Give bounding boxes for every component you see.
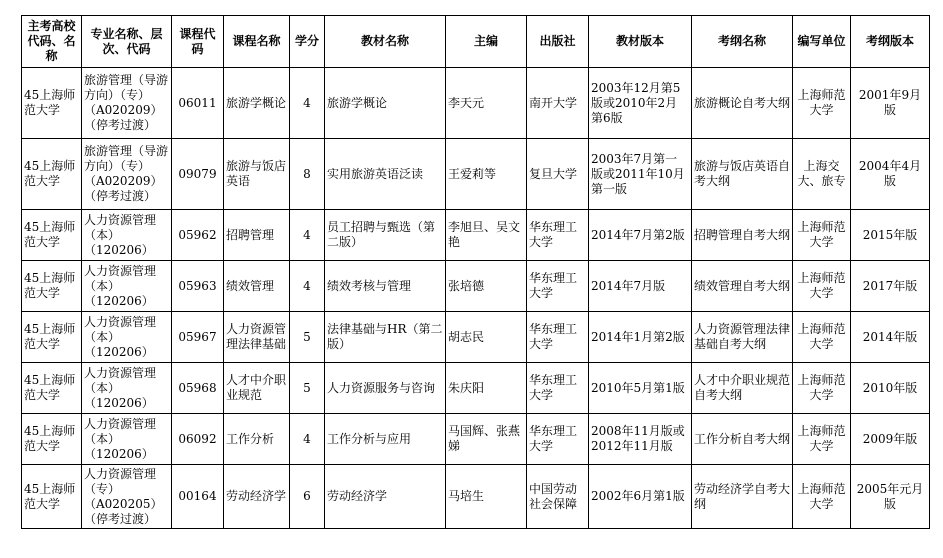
course-code-cell: 09079 <box>172 139 224 210</box>
table-row <box>22 210 930 261</box>
publisher-cell: 复旦大学 <box>527 139 589 210</box>
edition-cell: 2002年6月第1版 <box>589 465 692 529</box>
major-cell: 人力资源管理（本）（120206） <box>82 312 172 363</box>
syllabus-cell: 招聘管理自考大纲 <box>692 210 793 261</box>
credit-cell: 4 <box>290 68 325 139</box>
major-cell: 人力资源管理（本）（120206） <box>82 414 172 465</box>
header-cell: 教材名称 <box>325 16 446 68</box>
course-code-cell: 05963 <box>172 261 224 312</box>
header-cell: 主考高校代码、名称 <box>22 16 82 68</box>
credit-cell: 6 <box>290 465 325 529</box>
syllabus-version-cell: 2001年9月版 <box>851 68 930 139</box>
header-cell: 课程名称 <box>224 16 290 68</box>
textbook-cell: 绩效考核与管理 <box>325 261 446 312</box>
university-cell: 45上海师范大学 <box>22 68 82 139</box>
syllabus-version-cell: 2010年版 <box>851 363 930 414</box>
table-row <box>22 414 930 465</box>
course-name-cell: 人才中介职业规范 <box>224 363 290 414</box>
editor-cell: 李旭旦、吴文艳 <box>446 210 527 261</box>
university-cell: 45上海师范大学 <box>22 261 82 312</box>
author-unit-cell: 上海师范大学 <box>793 363 851 414</box>
syllabus-cell: 劳动经济学自考大纲 <box>692 465 793 529</box>
syllabus-version-cell: 2015年版 <box>851 210 930 261</box>
editor-cell: 朱庆阳 <box>446 363 527 414</box>
publisher-cell: 华东理工大学 <box>527 363 589 414</box>
credit-cell: 5 <box>290 312 325 363</box>
syllabus-version-cell: 2014年版 <box>851 312 930 363</box>
header-cell: 编写单位 <box>793 16 851 68</box>
textbook-cell: 工作分析与应用 <box>325 414 446 465</box>
major-cell: 旅游管理（导游方向）（专）（A020209）（停考过渡） <box>82 139 172 210</box>
table-row <box>22 465 930 529</box>
credit-cell: 4 <box>290 414 325 465</box>
header-cell: 考纲版本 <box>851 16 930 68</box>
edition-cell: 2014年7月第2版 <box>589 210 692 261</box>
course-code-cell: 05967 <box>172 312 224 363</box>
publisher-cell: 南开大学 <box>527 68 589 139</box>
university-cell: 45上海师范大学 <box>22 139 82 210</box>
major-cell: 人力资源管理（本）（120206） <box>82 363 172 414</box>
course-code-cell: 05962 <box>172 210 224 261</box>
author-unit-cell: 上海师范大学 <box>793 210 851 261</box>
credit-cell: 4 <box>290 261 325 312</box>
author-unit-cell: 上海师范大学 <box>793 312 851 363</box>
header-cell: 课程代码 <box>172 16 224 68</box>
publisher-cell: 华东理工大学 <box>527 210 589 261</box>
author-unit-cell: 上海师范大学 <box>793 465 851 529</box>
major-cell: 人力资源管理（本）（120206） <box>82 210 172 261</box>
table-row <box>22 363 930 414</box>
edition-cell: 2014年7月版 <box>589 261 692 312</box>
course-name-cell: 旅游学概论 <box>224 68 290 139</box>
editor-cell: 胡志民 <box>446 312 527 363</box>
textbook-cell: 员工招聘与甄选（第二版） <box>325 210 446 261</box>
credit-cell: 4 <box>290 210 325 261</box>
author-unit-cell: 上海师范大学 <box>793 414 851 465</box>
course-name-cell: 绩效管理 <box>224 261 290 312</box>
table-row <box>22 312 930 363</box>
header-row <box>22 16 930 68</box>
university-cell: 45上海师范大学 <box>22 363 82 414</box>
syllabus-cell: 人力资源管理法律基础自考大纲 <box>692 312 793 363</box>
syllabus-version-cell: 2009年版 <box>851 414 930 465</box>
textbook-cell: 劳动经济学 <box>325 465 446 529</box>
textbook-cell: 实用旅游英语泛读 <box>325 139 446 210</box>
course-name-cell: 工作分析 <box>224 414 290 465</box>
course-name-cell: 招聘管理 <box>224 210 290 261</box>
course-name-cell: 旅游与饭店英语 <box>224 139 290 210</box>
table-row <box>22 261 930 312</box>
exam-textbook-table <box>21 15 930 529</box>
syllabus-version-cell: 2004年4月版 <box>851 139 930 210</box>
course-name-cell: 劳动经济学 <box>224 465 290 529</box>
author-unit-cell: 上海交大、旅专 <box>793 139 851 210</box>
course-name-cell: 人力资源管理法律基础 <box>224 312 290 363</box>
table-row <box>22 139 930 210</box>
header-cell: 出版社 <box>527 16 589 68</box>
edition-cell: 2014年1月第2版 <box>589 312 692 363</box>
editor-cell: 马国辉、张燕娣 <box>446 414 527 465</box>
course-code-cell: 00164 <box>172 465 224 529</box>
major-cell: 旅游管理（导游方向）（专）（A020209）（停考过渡） <box>82 68 172 139</box>
header-cell: 专业名称、层次、代码 <box>82 16 172 68</box>
credit-cell: 8 <box>290 139 325 210</box>
publisher-cell: 华东理工大学 <box>527 312 589 363</box>
university-cell: 45上海师范大学 <box>22 465 82 529</box>
course-code-cell: 06092 <box>172 414 224 465</box>
syllabus-cell: 人才中介职业规范自考大纲 <box>692 363 793 414</box>
edition-cell: 2008年11月版或2012年11月版 <box>589 414 692 465</box>
edition-cell: 2003年7月第一版或2011年10月第一版 <box>589 139 692 210</box>
header-cell: 主编 <box>446 16 527 68</box>
editor-cell: 马培生 <box>446 465 527 529</box>
publisher-cell: 华东理工大学 <box>527 261 589 312</box>
editor-cell: 张培德 <box>446 261 527 312</box>
major-cell: 人力资源管理（专）（A020205）（停考过渡） <box>82 465 172 529</box>
credit-cell: 5 <box>290 363 325 414</box>
university-cell: 45上海师范大学 <box>22 414 82 465</box>
university-cell: 45上海师范大学 <box>22 312 82 363</box>
course-code-cell: 05968 <box>172 363 224 414</box>
major-cell: 人力资源管理（本）（120206） <box>82 261 172 312</box>
table-row <box>22 68 930 139</box>
editor-cell: 李天元 <box>446 68 527 139</box>
textbook-cell: 人力资源服务与咨询 <box>325 363 446 414</box>
syllabus-version-cell: 2005年元月版 <box>851 465 930 529</box>
textbook-cell: 旅游学概论 <box>325 68 446 139</box>
editor-cell: 王爱莉等 <box>446 139 527 210</box>
syllabus-cell: 工作分析自考大纲 <box>692 414 793 465</box>
syllabus-cell: 绩效管理自考大纲 <box>692 261 793 312</box>
edition-cell: 2003年12月第5版或2010年2月第6版 <box>589 68 692 139</box>
syllabus-version-cell: 2017年版 <box>851 261 930 312</box>
edition-cell: 2010年5月第1版 <box>589 363 692 414</box>
author-unit-cell: 上海师范大学 <box>793 261 851 312</box>
publisher-cell: 中国劳动社会保障 <box>527 465 589 529</box>
header-cell: 学分 <box>290 16 325 68</box>
university-cell: 45上海师范大学 <box>22 210 82 261</box>
course-code-cell: 06011 <box>172 68 224 139</box>
header-cell: 教材版本 <box>589 16 692 68</box>
author-unit-cell: 上海师范大学 <box>793 68 851 139</box>
header-cell: 考纲名称 <box>692 16 793 68</box>
syllabus-cell: 旅游概论自考大纲 <box>692 68 793 139</box>
syllabus-cell: 旅游与饭店英语自考大纲 <box>692 139 793 210</box>
textbook-cell: 法律基础与HR（第二版） <box>325 312 446 363</box>
publisher-cell: 华东理工大学 <box>527 414 589 465</box>
